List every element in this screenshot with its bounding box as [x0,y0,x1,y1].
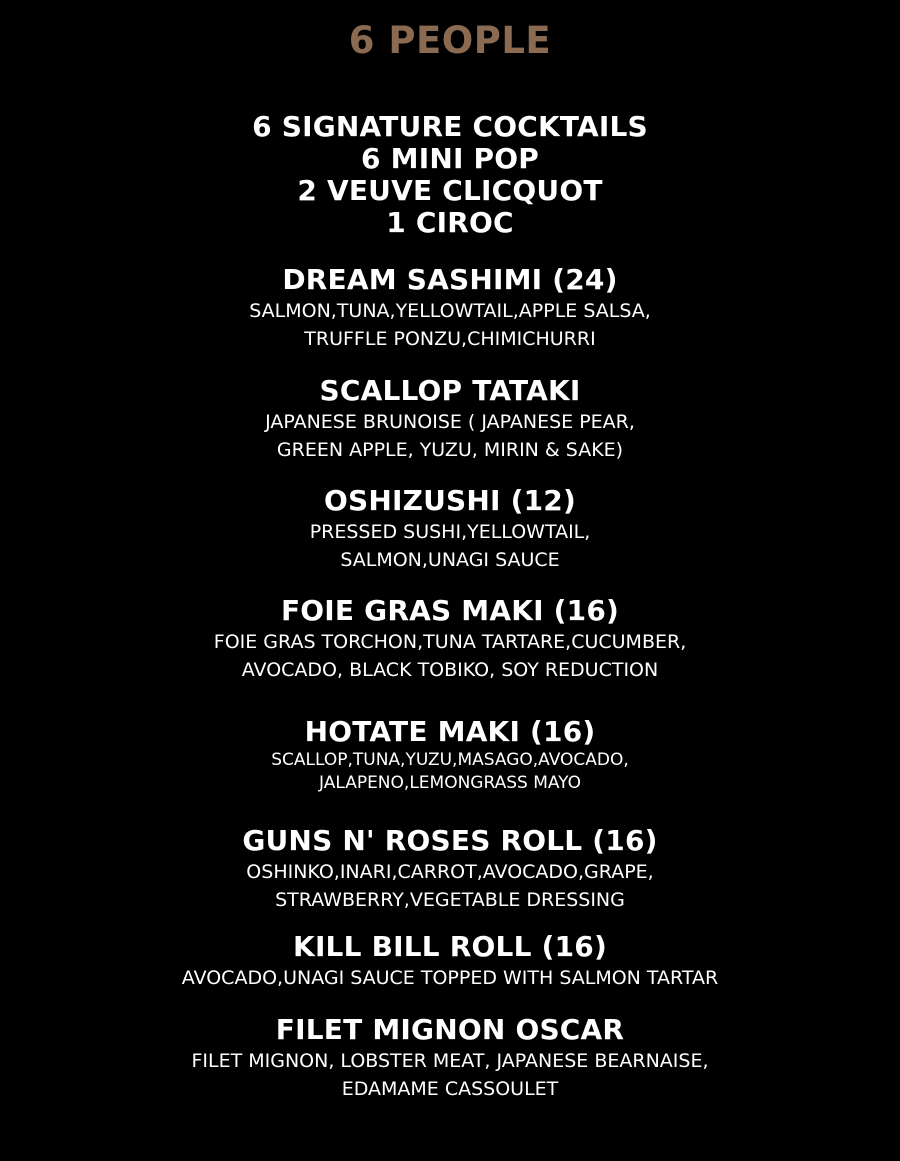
dish-description: PRESSED SUSHI,YELLOWTAIL, [309,521,591,543]
drink-item: 6 SIGNATURE COCKTAILS [252,110,648,143]
dish-kill-bill-roll [0,930,900,992]
dish-name: SCALLOP TATAKI [319,374,581,407]
dish-name: FOIE GRAS MAKI (16) [280,594,620,627]
dish-scallop-tataki [0,374,900,464]
drink-item: 2 VEUVE CLICQUOT [297,174,603,207]
dish-description: SALMON,TUNA,YELLOWTAIL,APPLE SALSA, [249,300,651,322]
dish-description: SALMON,UNAGI SAUCE [340,549,560,571]
dish-description: JAPANESE BRUNOISE ( JAPANESE PEAR, [265,411,635,433]
dish-name: GUNS N' ROSES ROLL (16) [242,824,658,857]
drink-item: 1 CIROC [386,206,514,239]
dish-description: AVOCADO,UNAGI SAUCE TOPPED WITH SALMON TARTAR [181,967,719,989]
dish-description: JALAPENO,LEMONGRASS MAYO [318,773,582,793]
dish-hotate-maki [0,715,900,795]
dish-description: TRUFFLE PONZU,CHIMICHURRI [304,328,596,350]
dish-filet-mignon-oscar [0,1013,900,1103]
drink-item: 6 MINI POP [361,142,539,175]
dish-description: STRAWBERRY,VEGETABLE DRESSING [275,889,625,911]
drinks-list [0,111,900,239]
dish-description: EDAMAME CASSOULET [341,1078,559,1100]
menu-title: 6 PEOPLE [348,19,552,62]
dish-foie-gras-maki [0,594,900,684]
dish-description: FOIE GRAS TORCHON,TUNA TARTARE,CUCUMBER, [213,631,687,653]
dish-name: FILET MIGNON OSCAR [275,1013,625,1046]
dish-description: SCALLOP,TUNA,YUZU,MASAGO,AVOCADO, [271,750,629,770]
dish-name: DREAM SASHIMI (24) [282,263,618,296]
dish-dream-sashimi [0,263,900,353]
dish-guns-n-roses-roll [0,824,900,914]
dish-oshizushi [0,484,900,574]
dish-name: OSHIZUSHI (12) [324,484,576,517]
dish-name: KILL BILL ROLL (16) [293,930,607,963]
dish-description: OSHINKO,INARI,CARROT,AVOCADO,GRAPE, [246,861,654,883]
dish-description: AVOCADO, BLACK TOBIKO, SOY REDUCTION [241,659,659,681]
dish-description: FILET MIGNON, LOBSTER MEAT, JAPANESE BEARNAISE, [191,1050,709,1072]
dish-description: GREEN APPLE, YUZU, MIRIN & SAKE) [276,439,624,461]
dish-name: HOTATE MAKI (16) [304,715,596,748]
